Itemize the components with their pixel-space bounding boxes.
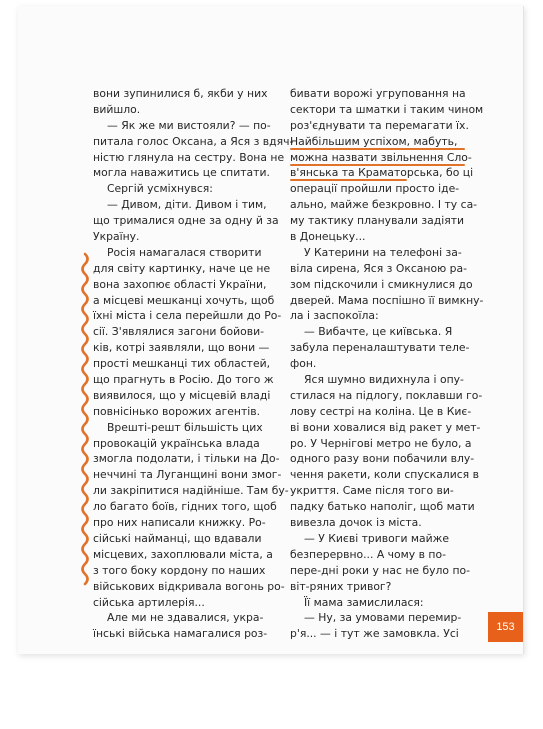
underline-mark — [290, 148, 465, 150]
text-line: У Катерини на телефоні за- — [304, 245, 462, 259]
text-line: повнісінько ворожих агентів. — [93, 404, 261, 418]
text-line: місцевих, захоплювали міста, а — [93, 547, 273, 561]
underline-mark — [290, 179, 407, 181]
text-line: вона захопює області України, — [93, 277, 267, 291]
text-line: ві вони ховалися від ракет у мет- — [290, 420, 481, 434]
text-line: безперервно... А чому в по- — [290, 547, 446, 561]
text-line: — Дивом, діти. Дивом і тим, — [107, 198, 267, 212]
underline-mark — [290, 164, 465, 166]
text-line: падку батько наполіг, щоб мати — [290, 500, 475, 514]
text-line: Її мама замислилася: — [304, 595, 424, 609]
text-line: чення ракети, коли спускалися в — [290, 468, 479, 482]
text-line: ків, котрі заявляли, що вони — — [93, 341, 270, 355]
text-line: — Вибачте, це київська. Я — [304, 325, 453, 339]
text-line: в Донецьку... — [290, 230, 366, 244]
text-line: неччині та Луганщині вони змог- — [93, 468, 282, 482]
text-line: що прагнуть в Росію. До того ж — [93, 373, 274, 387]
text-line: ро. У Чернігові метро не було, а — [290, 436, 472, 450]
text-line: вивезла дочок із міста. — [290, 516, 422, 530]
text-line: з того боку кордону по наших — [93, 563, 266, 577]
text-line: провокацій українська влада — [93, 436, 260, 450]
page-number: 153 — [488, 612, 523, 642]
text-line: віт-ряних тривог? — [290, 579, 392, 593]
text-line: — Як же ми вистояли? — по- — [107, 118, 271, 132]
text-line: Врешті-решт більшість цих — [107, 420, 263, 434]
text-line: могла наважитись це спитати. — [93, 166, 270, 180]
text-line: Але ми не здавалися, укра- — [107, 611, 264, 625]
text-line: му тактику планували задіяти — [290, 214, 465, 228]
left-text-column — [93, 86, 294, 642]
text-line: дверей. Мама поспішно її вимкну- — [290, 293, 484, 307]
text-line: сійська артилерія... — [93, 595, 205, 609]
text-line: Найбільшим успіхом, мабуть, — [290, 134, 458, 148]
text-line: Сергій усміхнувся: — [107, 182, 213, 196]
text-line: вийшло. — [93, 102, 141, 116]
text-line: сектори та шматки і таким чином — [290, 102, 484, 116]
text-line: бивати ворожі угруповання на — [290, 87, 466, 100]
text-line: ли закріпитися надійніше. Там бу- — [93, 484, 289, 498]
text-line: — Ну, за умовами перемир- — [304, 611, 462, 625]
text-line: операції пройшли просто іде- — [290, 182, 460, 196]
text-line: вони зупинилися б, якби у них — [93, 87, 268, 100]
text-line: прості мешканці тих областей, — [93, 357, 271, 371]
text-line: Україну. — [93, 230, 140, 244]
text-line: лову сестрі на коліна. Це в Киє- — [290, 404, 472, 418]
text-line: що трималися одне за одну й за — [93, 214, 279, 228]
text-line: ло багато боїв, гідних того, щоб — [93, 500, 277, 514]
text-line: їхні міста і села перейшли до Ро- — [93, 309, 282, 323]
text-line: укриття. Саме після того ви- — [290, 484, 454, 498]
text-line: пере-дні роки у нас не було по- — [290, 563, 471, 577]
text-line: Росія намагалася створити — [107, 245, 262, 259]
text-line: військових відкривала вогонь ро- — [93, 579, 285, 593]
right-text-column — [290, 86, 484, 642]
text-line: забула переналаштувати теле- — [290, 341, 470, 355]
text-line: зом підскочили і смикнулися до — [290, 277, 473, 291]
text-line: сії. З'являлися загони бойови- — [93, 325, 265, 339]
text-line: стилася на підлогу, поклавши го- — [290, 388, 483, 402]
text-line: а місцеві мешканці хочуть, щоб — [93, 293, 275, 307]
text-line: ла і заспокоїла: — [290, 309, 379, 323]
text-line: змогла подолати, і тільки на До- — [93, 452, 280, 466]
wavy-margin-mark — [78, 254, 92, 584]
text-line: р'я... — і тут же замовкла. Усі — [290, 627, 459, 641]
text-line: Яся шумно видихнула і опу- — [304, 373, 464, 387]
text-line: виявилося, що у місцевій владі — [93, 388, 271, 402]
text-line: в'янська та Краматорська, бо ці — [290, 166, 474, 180]
text-line: сійські найманці, що вдавали — [93, 531, 262, 545]
text-line: одного разу вони побачили влу- — [290, 452, 475, 466]
book-page — [18, 6, 524, 654]
text-line: фон. — [290, 357, 317, 371]
text-line: ально, майже безкровно. І ту са- — [290, 198, 478, 212]
text-line: ністю глянула на сестру. Вона не — [93, 150, 285, 164]
text-line: про них написали книжку. Ро- — [93, 516, 266, 530]
text-line: віла сирена, Яся з Оксаною ра- — [290, 261, 467, 275]
text-line: роз'єднувати та перемагати їх. — [290, 118, 469, 132]
text-line: питала голос Оксана, а Яся з вдяч- — [93, 134, 294, 148]
text-line: їнські війська намагалися роз- — [93, 627, 268, 641]
text-line: можна назвати звільнення Сло- — [290, 150, 472, 164]
text-line: — У Києві тривоги майже — [304, 531, 450, 545]
text-line: для світу картинку, наче це не — [93, 261, 271, 275]
